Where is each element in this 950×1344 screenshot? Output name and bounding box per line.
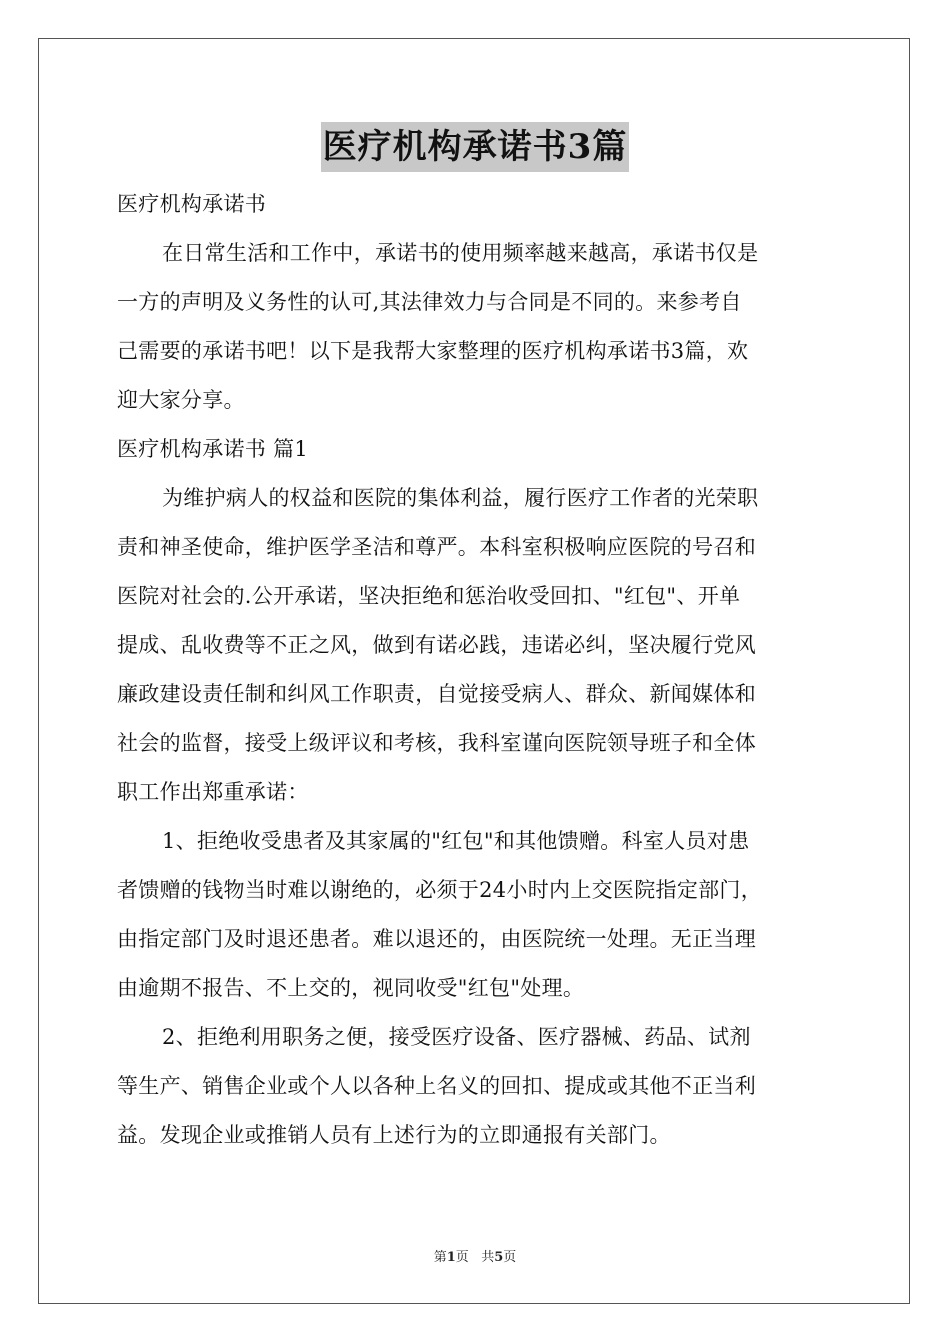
section-heading-intro: 医疗机构承诺书 [117,192,267,216]
current-page-number: 1 [446,1250,456,1265]
paragraph-line: 益。发现企业或推销人员有上述行为的立即通报有关部门。 [117,1123,671,1147]
page-footer [0,1246,950,1265]
section-heading-part-1: 医疗机构承诺书 篇1 [117,437,309,461]
paragraph-line: 廉政建设责任制和纠风工作职责，自觉接受病人、群众、新闻媒体和 [117,682,756,706]
page-prefix: 第 [433,1250,447,1265]
paragraph-line: 由逾期不报告、不上交的，视同收受"红包"处理。 [117,976,585,1000]
paragraph-line: 1、拒绝收受患者及其家属的"红包"和其他馈赠。科室人员对患 [162,829,750,853]
paragraph-line: 一方的声明及义务性的认可,其法律效力与合同是不同的。来参考自 [117,290,742,314]
document-title: 医疗机构承诺书3篇 [321,122,630,172]
paragraph-line: 为维护病人的权益和医院的集体利益，履行医疗工作者的光荣职 [162,486,759,510]
total-prefix: 共 [481,1250,495,1265]
title-container [0,122,950,172]
total-suffix: 页 [503,1250,517,1265]
paragraph-line: 在日常生活和工作中，承诺书的使用频率越来越高，承诺书仅是 [162,241,759,265]
total-page-number: 5 [494,1250,504,1265]
paragraph-line: 等生产、销售企业或个人以各种上名义的回扣、提成或其他不正当利 [117,1074,756,1098]
paragraph-line: 2、拒绝利用职务之便，接受医疗设备、医疗器械、药品、试剂 [162,1025,751,1049]
document-body [117,180,833,1160]
paragraph-line: 迎大家分享。 [117,388,245,412]
paragraph-line: 社会的监督，接受上级评议和考核，我科室谨向医院领导班子和全体 [117,731,756,755]
paragraph-line: 医院对社会的.公开承诺，坚决拒绝和惩治收受回扣、"红包"、开单 [117,584,741,608]
paragraph-line: 提成、乱收费等不正之风，做到有诺必践，违诺必纠，坚决履行党风 [117,633,756,657]
page-suffix: 页 [455,1250,469,1265]
paragraph-line: 责和神圣使命，维护医学圣洁和尊严。本科室积极响应医院的号召和 [117,535,756,559]
paragraph-line: 己需要的承诺书吧！以下是我帮大家整理的医疗机构承诺书3篇，欢 [117,339,749,363]
paragraph-line: 由指定部门及时退还患者。难以退还的，由医院统一处理。无正当理 [117,927,756,951]
paragraph-line: 职工作出郑重承诺： [117,780,309,804]
paragraph-line: 者馈赠的钱物当时难以谢绝的，必须于24小时内上交医院指定部门， [117,878,763,902]
